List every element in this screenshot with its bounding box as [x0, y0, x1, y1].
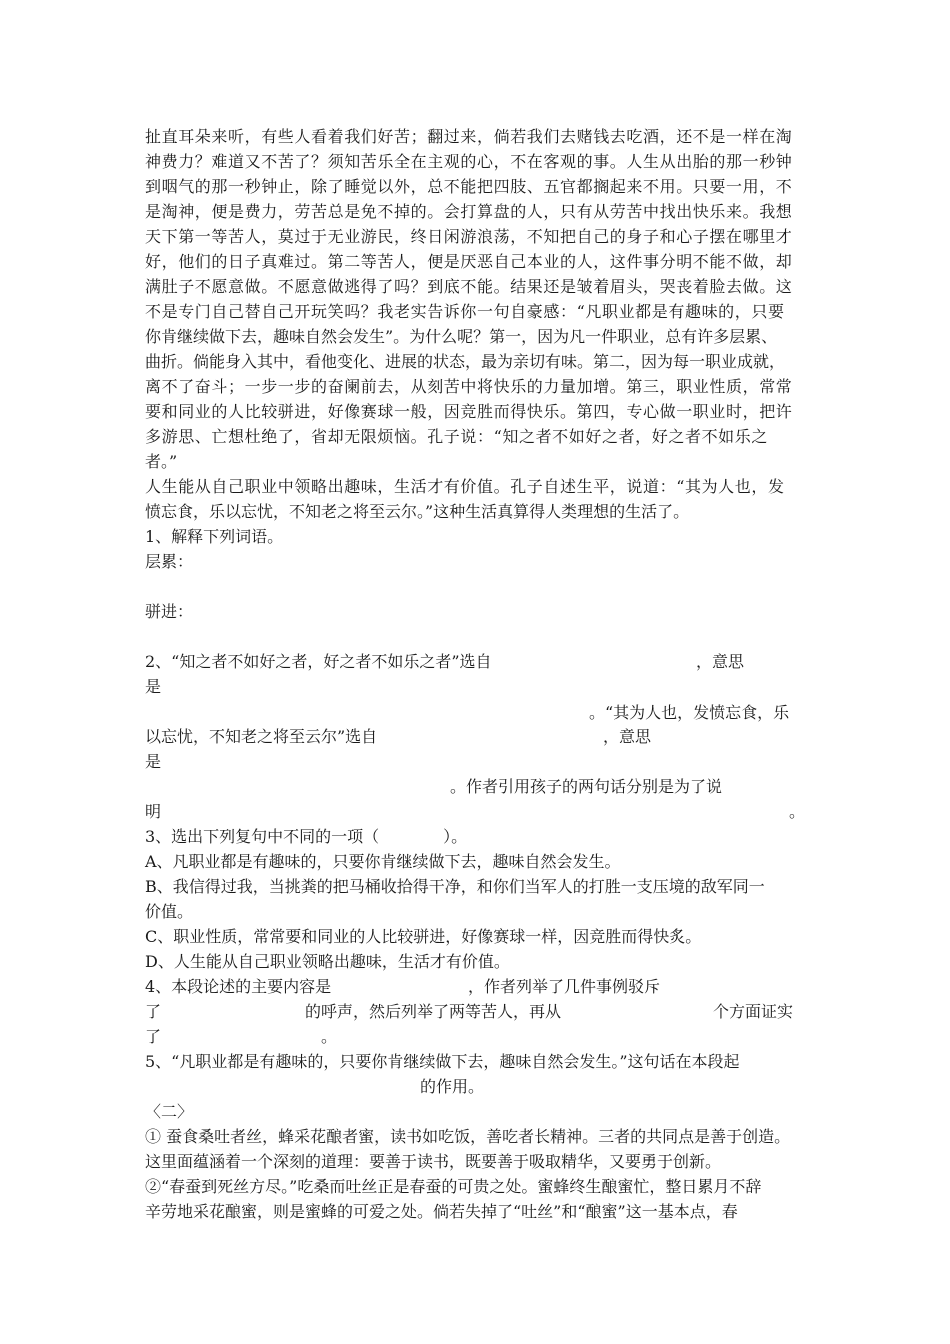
option-a: A、凡职业都是有趣味的，只要你肯继续做下去，趣味自然会发生。	[145, 852, 621, 871]
passage-line: ②“春蚕到死丝方尽。”吃桑而吐丝正是春蚕的可贵之处。蜜蜂终生酿蜜忙，整日累月不辞	[145, 1177, 762, 1196]
question-text: 2、“知之者不如好之者，好之者不如乐之者”选自	[145, 652, 492, 671]
passage-line: ① 蚕食桑吐者丝，蜂采花酿者蜜，读书如吃饭，善吃者长精神。三者的共同点是善于创造。	[145, 1127, 791, 1146]
passage-line: 要和同业的人比较骈进，好像赛球一般，因竞胜而得快乐。第四，专心做一职业时，把许	[145, 402, 793, 421]
question-text: 。作者引用孩子的两句话分别是为了说	[450, 777, 723, 796]
option-b-continued: 价值。	[145, 902, 194, 921]
question-text: 。	[321, 1027, 338, 1046]
passage-line: 神费力？难道又不苦了？须知苦乐全在主观的心，不在客观的事。人生从出胎的那一秒钟	[145, 152, 793, 171]
question-text: 的作用。	[420, 1077, 485, 1096]
option-c: C、职业性质，常常要和同业的人比较骈进，好像赛球一样，因竞胜而得快炙。	[145, 927, 702, 946]
question-text: 的呼声，然后列举了两等苦人，再从	[305, 1002, 562, 1021]
passage-line: 这里面蕴涵着一个深刻的道理：要善于读书，既要善于吸取精华，又要勇于创新。	[145, 1152, 722, 1171]
question-text: 了	[145, 1027, 162, 1046]
passage-line: 扯直耳朵来听，有些人看着我们好苦；翻过来，倘若我们去赌钱去吃酒，还不是一样在淘	[145, 127, 793, 146]
question-text: 是	[145, 752, 162, 771]
question-title: 3、选出下列复句中不同的一项（ ）。	[145, 827, 468, 846]
passage-line: 者。”	[145, 452, 178, 471]
question-text: 了	[145, 1002, 162, 1021]
passage-line: 多游思、亡想杜绝了，省却无限烦恼。孔子说：“知之者不如好之者，好之者不如乐之	[145, 427, 768, 446]
option-d: D、人生能从自己职业领略出趣味，生活才有价值。	[145, 952, 510, 971]
question-text: 4、本段论述的主要内容是	[145, 977, 332, 996]
passage-line: 愤忘食，乐以忘忧，不知老之将至云尔。”这种生活真算得人类理想的生活了。	[145, 502, 690, 521]
question-text: ，意思	[603, 727, 652, 746]
question-text: 个方面证实	[713, 1002, 794, 1021]
question-text: ，意思	[696, 652, 745, 671]
question-text: 。“其为人也，发愤忘食，乐	[589, 703, 790, 722]
question-text: 。	[789, 802, 806, 821]
passage-line: 离不了奋斗；一步一步的奋阑前去，从刻苦中将快乐的力量加增。第三，职业性质，常常	[145, 377, 793, 396]
passage-line: 人生能从自己职业中领略出趣味，生活才有价值。孔子自述生平，说道：“其为人也，发	[145, 477, 785, 496]
question-text: ，作者列举了几件事例驳斥	[468, 977, 661, 996]
passage-line: 曲折。倘能身入其中，看他变化、进展的状态，最为亲切有味。第二，因为每一职业成就，	[145, 352, 786, 371]
vocab-term: 骈进：	[145, 602, 194, 621]
section-heading: 〈二〉	[145, 1102, 194, 1121]
question-text: 是	[145, 677, 162, 696]
passage-line: 是淘神，便是费力，劳苦总是免不掉的。会打算盘的人，只有从劳苦中找出快乐来。我想	[145, 202, 793, 221]
passage-line: 好，他们的日子真难过。第二等苦人，便是厌恶自己本业的人，这件事分明不能不做，却	[145, 252, 793, 271]
question-text: 5、“凡职业都是有趣味的，只要你肯继续做下去，趣味自然会发生。”这句话在本段起	[145, 1052, 740, 1071]
passage-line: 辛劳地采花酿蜜，则是蜜蜂的可爱之处。倘若失掉了“吐丝”和“酿蜜”这一基本点，春	[145, 1202, 738, 1221]
passage-line: 不是专门自己替自己开玩笑吗？我老实告诉你一句自豪感：“凡职业都是有趣味的，只要	[145, 302, 785, 321]
vocab-term: 层累：	[145, 552, 194, 571]
question-title: 1、解释下列词语。	[145, 527, 284, 546]
passage-line: 满肚子不愿意做。不愿意做逃得了吗？到底不能。结果还是皱着眉头，哭丧着脸去做。这	[145, 277, 793, 296]
option-b: B、我信得过我，当挑粪的把马桶收拾得干净，和你们当军人的打胜一支压境的敌军同一	[145, 877, 765, 896]
passage-line: 到咽气的那一秒钟止，除了睡觉以外，总不能把四肢、五官都搁起来不用。只要一用，不	[145, 177, 793, 196]
passage-line: 天下第一等苦人，莫过于无业游民，终日闲游浪荡，不知把自己的身子和心子摆在哪里才	[145, 227, 793, 246]
question-text: 明	[145, 802, 162, 821]
question-text: 以忘忧，不知老之将至云尔”选自	[145, 727, 378, 746]
passage-line: 你肯继续做下去，趣味自然会发生”。为什么呢？第一，因为凡一件职业，总有许多层累、	[145, 327, 778, 346]
